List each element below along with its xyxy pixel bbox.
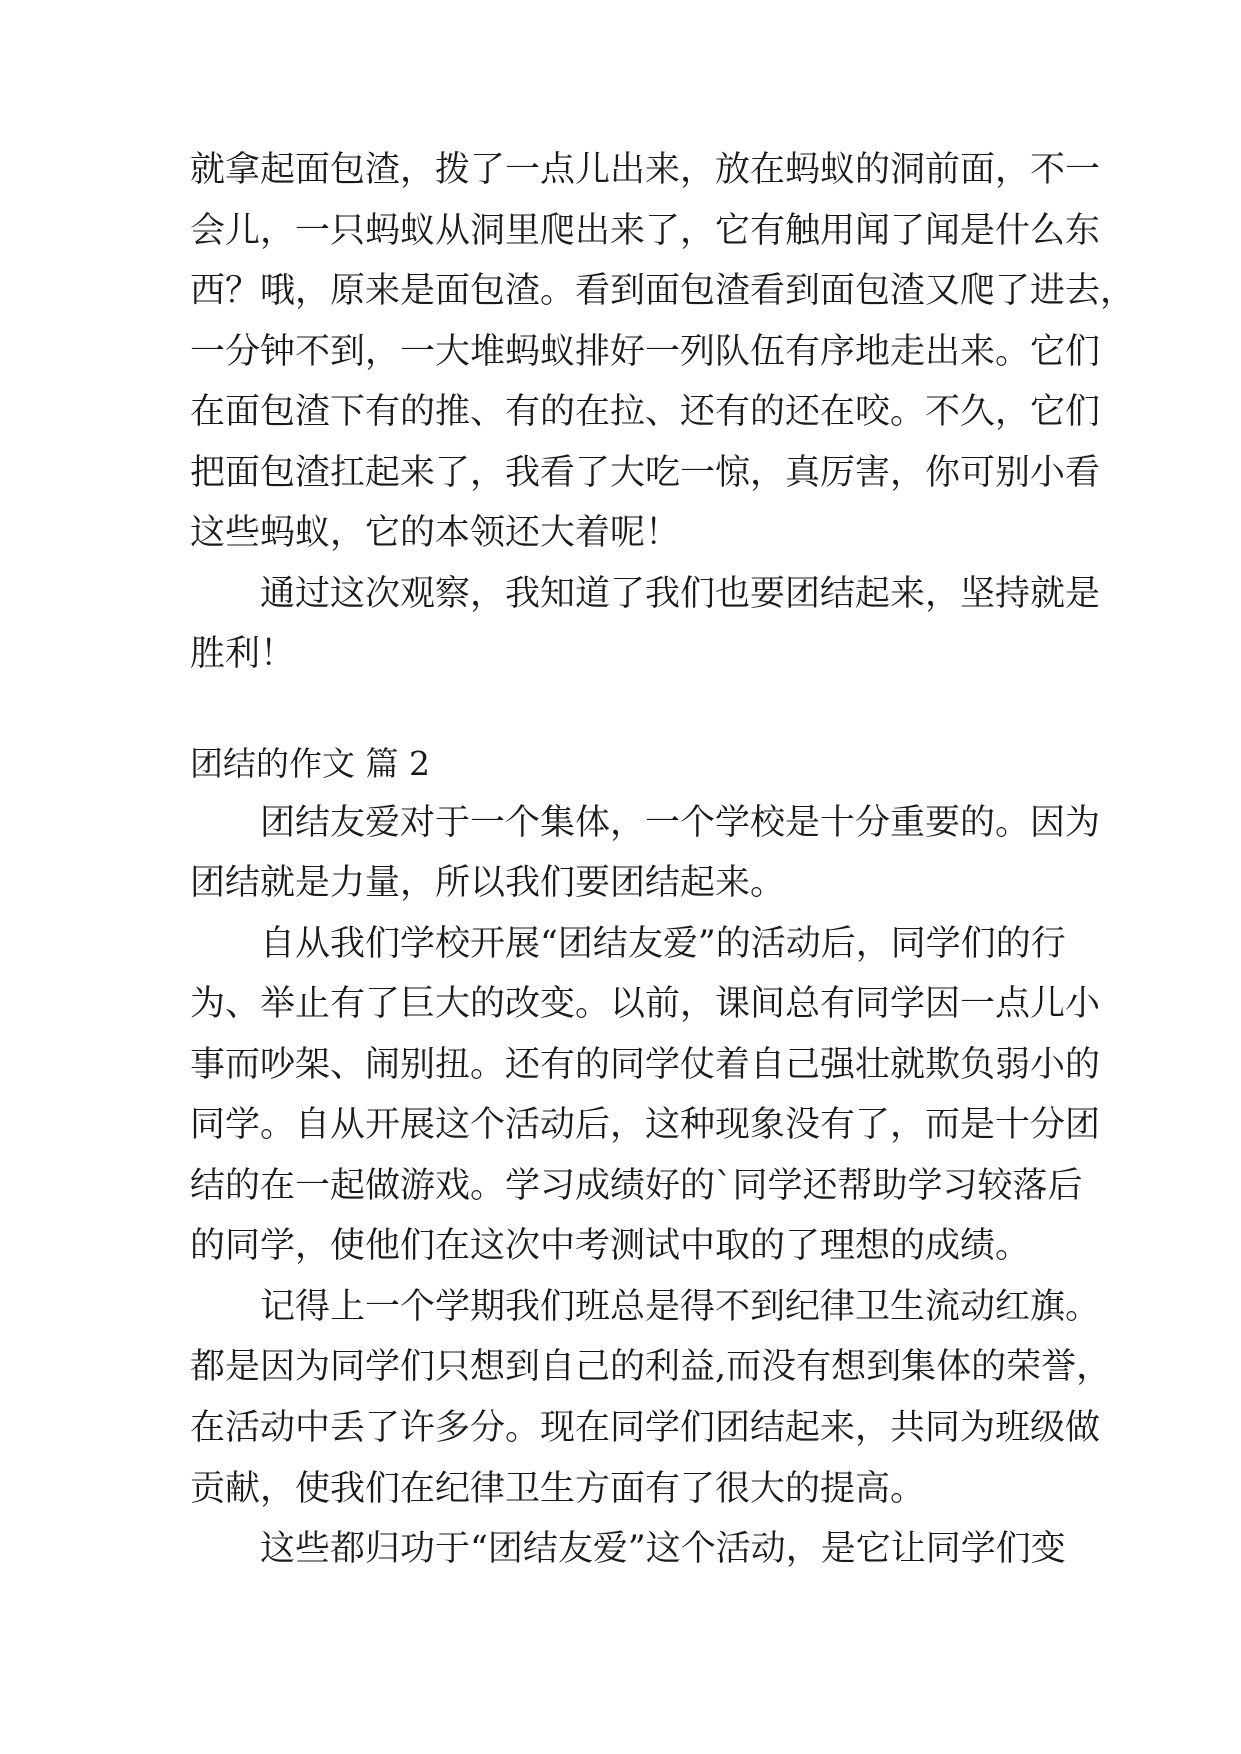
paragraph-line: 贡献，使我们在纪律卫生方面有了很大的提高。 — [190, 1469, 926, 1509]
paragraph-line: 同学。自从开展这个活动后，这种现象没有了，而是十分团 — [190, 1105, 1101, 1145]
paragraph-line: 团结就是力量，所以我们要团结起来。 — [190, 863, 786, 903]
document-body-continued — [190, 1408, 1101, 1608]
paragraph-line: 在活动中丢了许多分。现在同学们团结起来，共同为班级做 — [190, 1408, 1101, 1448]
paragraph-line: 通过这次观察，我知道了我们也要团结起来，坚持就是 — [190, 574, 1101, 614]
paragraph-line: 记得上一个学期我们班总是得不到纪律卫生流动红旗。 — [190, 1287, 1101, 1327]
paragraph-line: 为、举止有了巨大的改变。以前，课间总有同学因一点儿小 — [190, 984, 1101, 1024]
paragraph-line: 这些蚂蚁，它的本领还大着呢！ — [190, 513, 681, 553]
paragraph-line: 会儿，一只蚂蚁从洞里爬出来了，它有触用闻了闻是什么东 — [190, 211, 1101, 251]
paragraph-line: 自从我们学校开展“团结友爱”的活动后，同学们的行 — [190, 924, 1066, 964]
paragraph-line: 在面包渣下有的推、有的在拉、还有的还在咬。不久，它们 — [190, 392, 1101, 432]
paragraph-line: 结的在一起做游戏。学习成绩好的`同学还帮助学习较落后 — [190, 1166, 1083, 1206]
paragraph-line: 的同学，使他们在这次中考测试中取的了理想的成绩。 — [190, 1226, 1031, 1266]
paragraph-line: 就拿起面包渣，拨了一点儿出来，放在蚂蚁的洞前面，不一 — [190, 150, 1101, 190]
paragraph-line: 事而吵架、闹别扭。还有的同学仗着自己强壮就欺负弱小的 — [190, 1045, 1101, 1085]
section-heading: 团结的作文 篇 2 — [190, 744, 430, 783]
paragraph-line: 西？哦，原来是面包渣。看到面包渣看到面包渣又爬了进去， — [190, 271, 1136, 311]
paragraph-line: 胜利！ — [190, 634, 296, 674]
paragraph-line: 一分钟不到，一大堆蚂蚁排好一列队伍有序地走出来。它们 — [190, 332, 1101, 372]
document-body — [190, 150, 1136, 1400]
paragraph-line: 把面包渣扛起来了，我看了大吃一惊，真厉害，你可别小看 — [190, 453, 1101, 493]
paragraph-line: 都是因为同学们只想到自己的利益,而没有想到集体的荣誉， — [190, 1347, 1112, 1387]
paragraph-line: 这些都归功于“团结友爱”这个活动，是它让同学们变 — [190, 1529, 1066, 1569]
paragraph-line: 团结友爱对于一个集体，一个学校是十分重要的。因为 — [190, 803, 1101, 843]
